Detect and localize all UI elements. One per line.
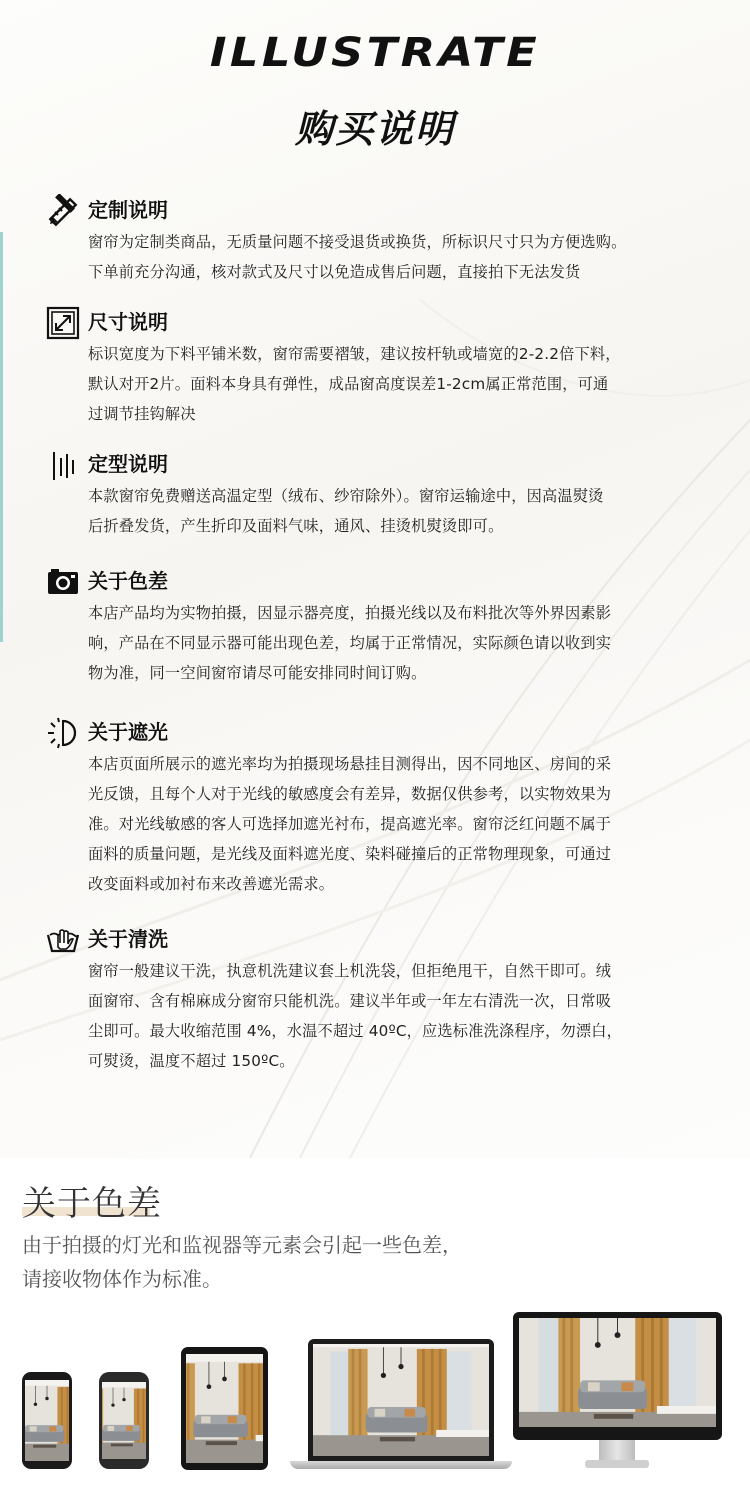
section-title: 关于遮光 [88,720,168,744]
section-title: 尺寸说明 [88,310,168,334]
resize-frame-icon [46,306,80,340]
room-photo-screen [102,1382,146,1459]
pencil-ruler-icon [46,194,80,228]
section-body [88,956,708,1076]
laptop-device [290,1339,512,1471]
camera-icon [46,565,80,599]
body-line: 准。对光线敏感的客人可选择加遮光衬布，提高遮光率。窗帘泛红问题不属于 [88,815,612,833]
body-line: 尘即可。最大收缩范围 4%，水温不超过 40ºC，应选标准洗涤程序，勿漂白， [88,1022,623,1040]
phone-device [99,1372,149,1469]
body-line: 面料的质量问题，是光线及面料遮光度、染料碰撞后的正常物理现象，可通过 [88,845,612,863]
section-title: 定制说明 [88,198,168,222]
body-line: 默认对开2片。面料本身具有弹性，成品窗高度误差1-2cm属正常范围，可通 [88,375,609,393]
section-body [88,339,708,429]
room-photo-screen [25,1380,69,1461]
body-line: 光反馈，且每个人对于光线的敏感度会有差异，数据仅供参考，以实物效果为 [88,785,612,803]
section-body [88,481,708,541]
tablet-device [181,1347,268,1470]
room-photo-screen [186,1354,263,1463]
body-line: 本款窗帘免费赠送高温定型（绒布、纱帘除外）。窗帘运输途中，因高温熨烫 [88,487,604,505]
section-title: 关于色差 [88,569,168,593]
body-line: 后折叠发货，产生折印及面料气味，通风、挂烫机熨烫即可。 [88,517,504,535]
page-heading: 购买说明 [294,107,455,151]
section-body [88,749,708,899]
body-line: 改变面料或加衬布来改善遮光需求。 [88,875,335,893]
hand-wash-icon [46,923,80,957]
room-photo-screen [519,1318,716,1427]
body-line: 本店产品均为实物拍摄，因显示器亮度，拍摄光线以及布料批次等外界因素影 [88,604,612,622]
section-body [88,598,708,688]
body-line: 窗帘一般建议干洗，执意机洗建议套上机洗袋，但拒绝甩干，自然干即可。绒 [88,962,612,980]
body-line: 标识宽度为下料平铺米数，窗帘需要褶皱，建议按杆轨或墙宽的2-2.2倍下料， [88,345,621,363]
color-diff-description [22,1228,722,1296]
phone-device [22,1372,72,1469]
section-title: 定型说明 [88,452,168,476]
section-body [88,227,708,287]
brand-title: ILLUSTRATE [209,30,541,76]
color-diff-title: 关于色差 [22,1184,162,1224]
room-photo-screen [313,1344,489,1456]
body-line: 面窗帘、含有棉麻成分窗帘只能机洗。建议半年或一年左右清洗一次，日常吸 [88,992,612,1010]
body-line: 响，产品在不同显示器可能出现色差，均属于正常情况，实际颜色请以收到实 [88,634,612,652]
vertical-lines-icon [46,448,80,482]
body-line: 本店页面所展示的遮光率均为拍摄现场悬挂目测得出，因不同地区、房间的采 [88,755,612,773]
left-accent-bar [0,232,3,642]
body-line: 下单前充分沟通，核对款式及尺寸以免造成售后问题，直接拍下无法发货 [88,263,581,281]
section-title: 关于清洗 [88,927,168,951]
body-line: 可熨烫，温度不超过 150ºC。 [88,1052,295,1070]
body-line: 物为准，同一空间窗帘请尽可能安排同时间订购。 [88,664,427,682]
body-line: 过调节挂钩解决 [88,405,196,423]
half-sun-icon [46,716,80,750]
desc-line: 请接收物体作为标准。 [22,1267,222,1291]
body-line: 窗帘为定制类商品，无质量问题不接受退货或换货，所标识尺寸只为方便选购。 [88,233,627,251]
desc-line: 由于拍摄的灯光和监视器等元素会引起一些色差， [22,1233,462,1257]
monitor-device [513,1312,722,1474]
